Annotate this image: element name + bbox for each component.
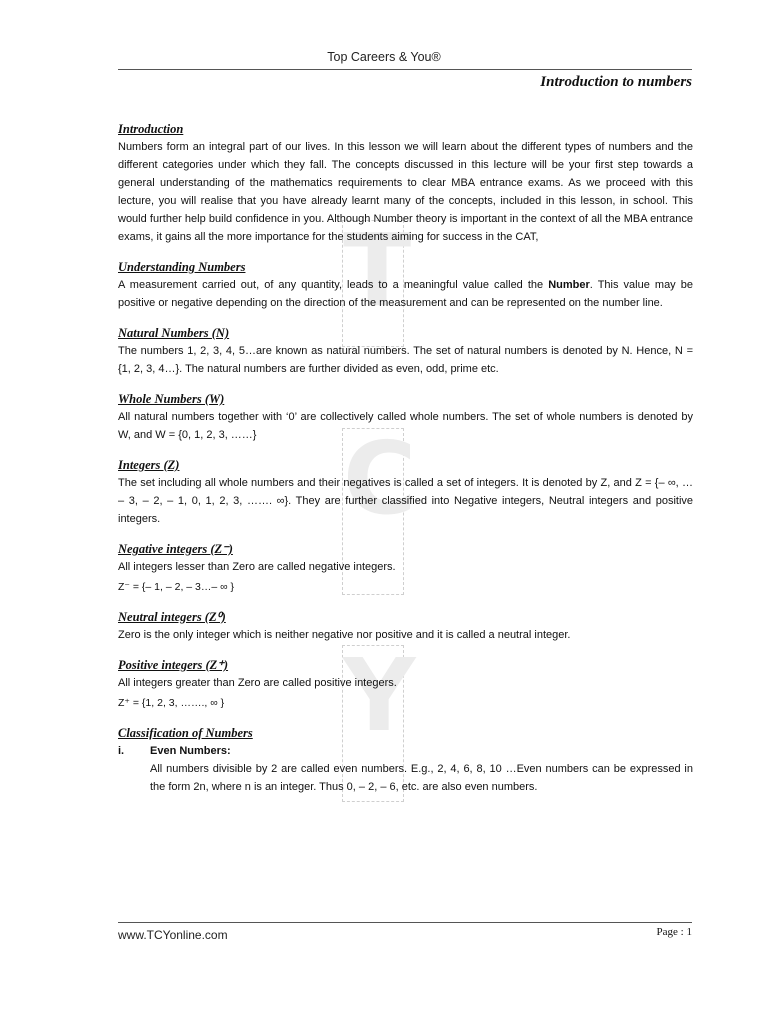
watermark-letter-t: T (342, 220, 404, 347)
section-text-whole-numbers: All natural numbers together with ‘0’ are collectively called whole numbers. The set of whole numbers is denoted by W, and W = {0, 1, 2, 3, ……} (118, 411, 693, 441)
formula-negative-integers: Z⁻ = {– 1, – 2, – 3…– ∞ } (118, 581, 235, 593)
watermark-letter-c: C (342, 428, 404, 595)
footer-divider (118, 922, 692, 923)
document-body (118, 120, 693, 796)
section-text-positive-integers: All integers greater than Zero are called positive integers. (118, 677, 397, 689)
section-heading-positive-integers: Positive integers (Z⁺) (118, 658, 229, 672)
document-title: Introduction to numbers (540, 74, 692, 90)
section-heading-natural-numbers: Natural Numbers (N) (118, 326, 230, 340)
header-divider (118, 69, 692, 70)
footer-website: www.TCYonline.com (118, 928, 228, 942)
section-text-natural-numbers: The numbers 1, 2, 3, 4, 5…are known as natural numbers. The set of natural numbers is denoted by N. Hence, N = {1, 2, 3, 4…}. The natural numbers are further divided as even, odd, prime etc. (118, 345, 693, 375)
section-text-negative-integers: All integers lesser than Zero are called negative integers. (118, 561, 396, 573)
formula-positive-integers: Z⁺ = {1, 2, 3, ……., ∞ } (118, 697, 225, 709)
list-label: Even Numbers: (150, 745, 231, 757)
list-text-even-numbers: All numbers divisible by 2 are called even numbers. E.g., 2, 4, 6, 8, 10 …Even numbers can be expressed in the form 2n, where n is an integer. Thus 0, – 2, – 6, etc. are also even numbers. (150, 763, 693, 793)
section-heading-classification: Classification of Numbers (118, 726, 253, 740)
section-heading-introduction: Introduction (118, 122, 184, 136)
section-text-neutral-integers: Zero is the only integer which is neither negative nor positive and it is called a neutral integer. (118, 629, 571, 641)
section-text-introduction: Numbers form an integral part of our lives. In this lesson we will learn about the different types of numbers and the different categories under which they fall. The concepts discussed in this lecture will be your first step towards a general understanding of the mathematics requirements to clear MBA entrance exams. As we proceed with this lecture, you will realise that you have already learnt many of the concepts, included in this lesson, in school. This would further help build confidence in you. Although Number theory is important in the context of all the MBA entrance exams, it gains all the more importance for the students aiming for success in the CAT, (118, 141, 693, 243)
bold-term-number: Number (548, 279, 590, 291)
watermark-letter-y: Y (342, 645, 404, 802)
section-heading-whole-numbers: Whole Numbers (W) (118, 392, 225, 406)
section-text-integers: The set including all whole numbers and their negatives is called a set of integers. It is denoted by Z, and Z = {– ∞, … – 3, – 2, – 1, 0, 1, 2, 3, ……. ∞}. They are further classified into Negative integers, Neutral integers and positive integers. (118, 477, 693, 525)
page-number: Page : 1 (656, 926, 692, 938)
section-heading-neutral-integers: Neutral integers (Z⁰) (118, 610, 226, 624)
header-brand: Top Careers & You® (327, 50, 441, 64)
section-text-understanding-numbers (118, 276, 693, 312)
section-heading-negative-integers: Negative integers (Z⁻) (118, 542, 233, 556)
list-item-even-numbers (118, 742, 693, 760)
list-number: i. (118, 745, 125, 757)
section-heading-understanding-numbers: Understanding Numbers (118, 260, 246, 274)
text-fragment: . This value may be positive or negative depending on the direction of the measurement and can be represented on the number line. (118, 279, 693, 309)
section-heading-integers: Integers (Z) (118, 458, 180, 472)
text-fragment: A measurement carried out, of any quantity, leads to a meaningful value called the (118, 279, 549, 291)
